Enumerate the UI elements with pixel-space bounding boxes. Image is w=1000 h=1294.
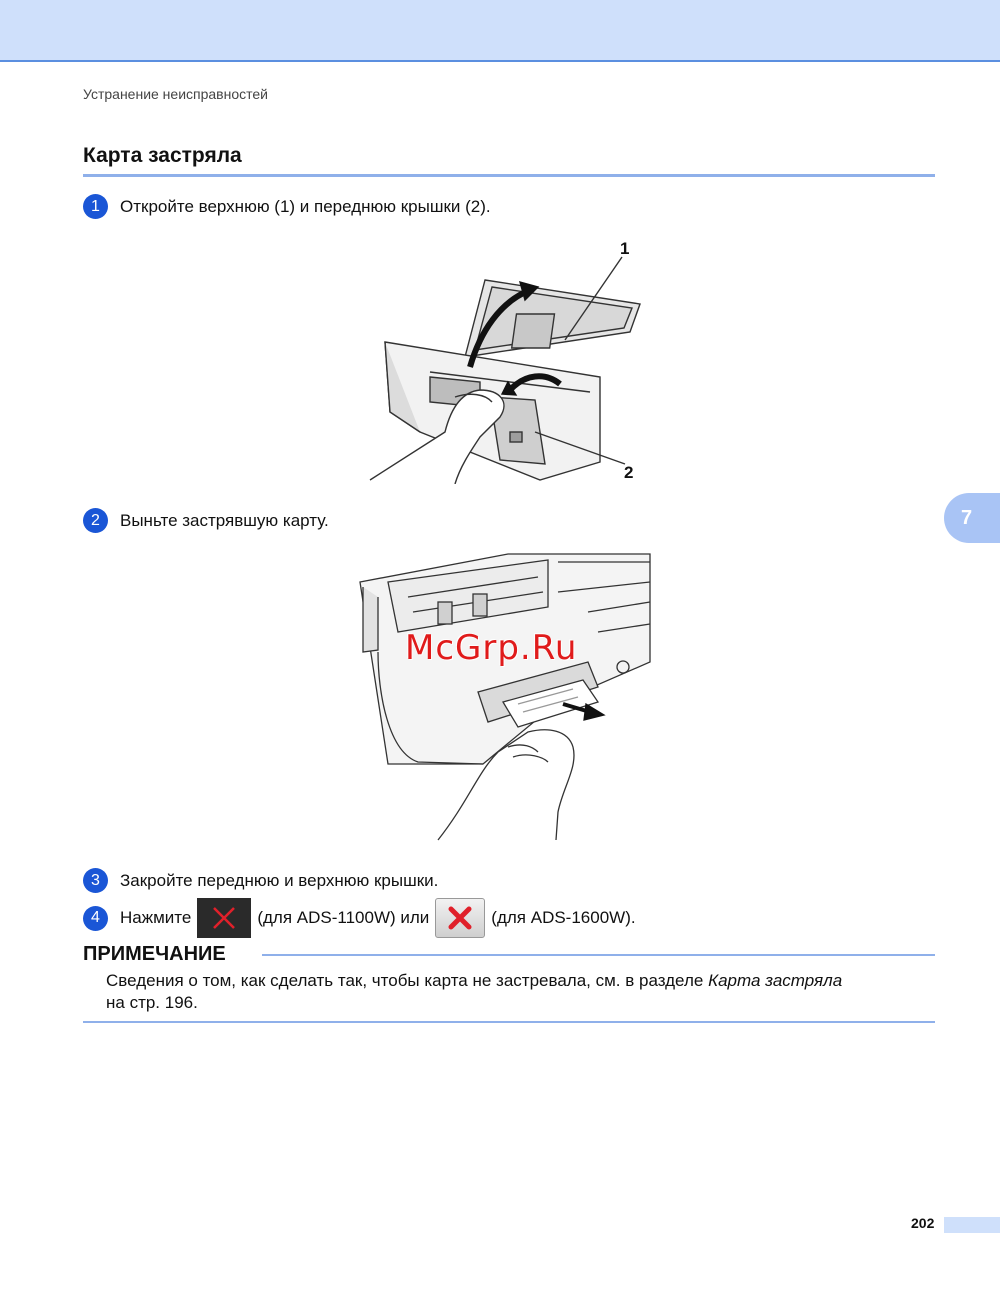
step-number-3: 3 (83, 868, 108, 893)
step-4-text-after: (для ADS-1600W). (491, 908, 636, 927)
page-number-bar (944, 1217, 1000, 1233)
chapter-tab: 7 (944, 493, 1000, 543)
callout-label-1: 1 (620, 239, 630, 258)
note-rule-top (262, 954, 935, 956)
note-line2: на стр. 196. (106, 993, 198, 1012)
title-rule (83, 174, 935, 177)
watermark: McGrp.Ru (405, 628, 578, 668)
step-4 (83, 898, 636, 938)
cancel-button-ads1600w (435, 898, 485, 938)
top-header-band (0, 0, 1000, 62)
page-number: 202 (911, 1215, 935, 1231)
step-4-text-before: Нажмите (120, 908, 192, 927)
step-1 (83, 194, 491, 219)
cancel-x-icon (209, 903, 239, 933)
note-rule-bottom (83, 1021, 935, 1023)
step-number-4: 4 (83, 906, 108, 931)
cancel-button-ads1100w (197, 898, 251, 938)
note-heading: ПРИМЕЧАНИЕ (83, 943, 226, 965)
step-3 (83, 868, 438, 893)
section-title: Карта застряла (83, 144, 242, 167)
note-text (106, 970, 906, 1014)
figure-remove-card (358, 552, 652, 842)
note-line1-plain: Сведения о том, как сделать так, чтобы карта не застревала, см. в разделе (106, 971, 709, 990)
step-4-text-middle: (для ADS-1100W) или (257, 908, 430, 927)
step-1-text: Откройте верхнюю (1) и переднюю крышки (2). (120, 196, 491, 216)
step-3-text: Закройте переднюю и верхнюю крышки. (120, 870, 439, 890)
callout-label-2: 2 (624, 463, 634, 482)
step-2-text: Выньте застрявшую карту. (120, 510, 329, 530)
running-header: Устранение неисправностей (83, 86, 268, 102)
step-number-2: 2 (83, 508, 108, 533)
step-2 (83, 508, 329, 533)
cancel-x-icon (446, 904, 474, 932)
step-number-1: 1 (83, 194, 108, 219)
figure-open-covers (360, 232, 650, 484)
note-link-title: Карта застряла (708, 971, 843, 990)
